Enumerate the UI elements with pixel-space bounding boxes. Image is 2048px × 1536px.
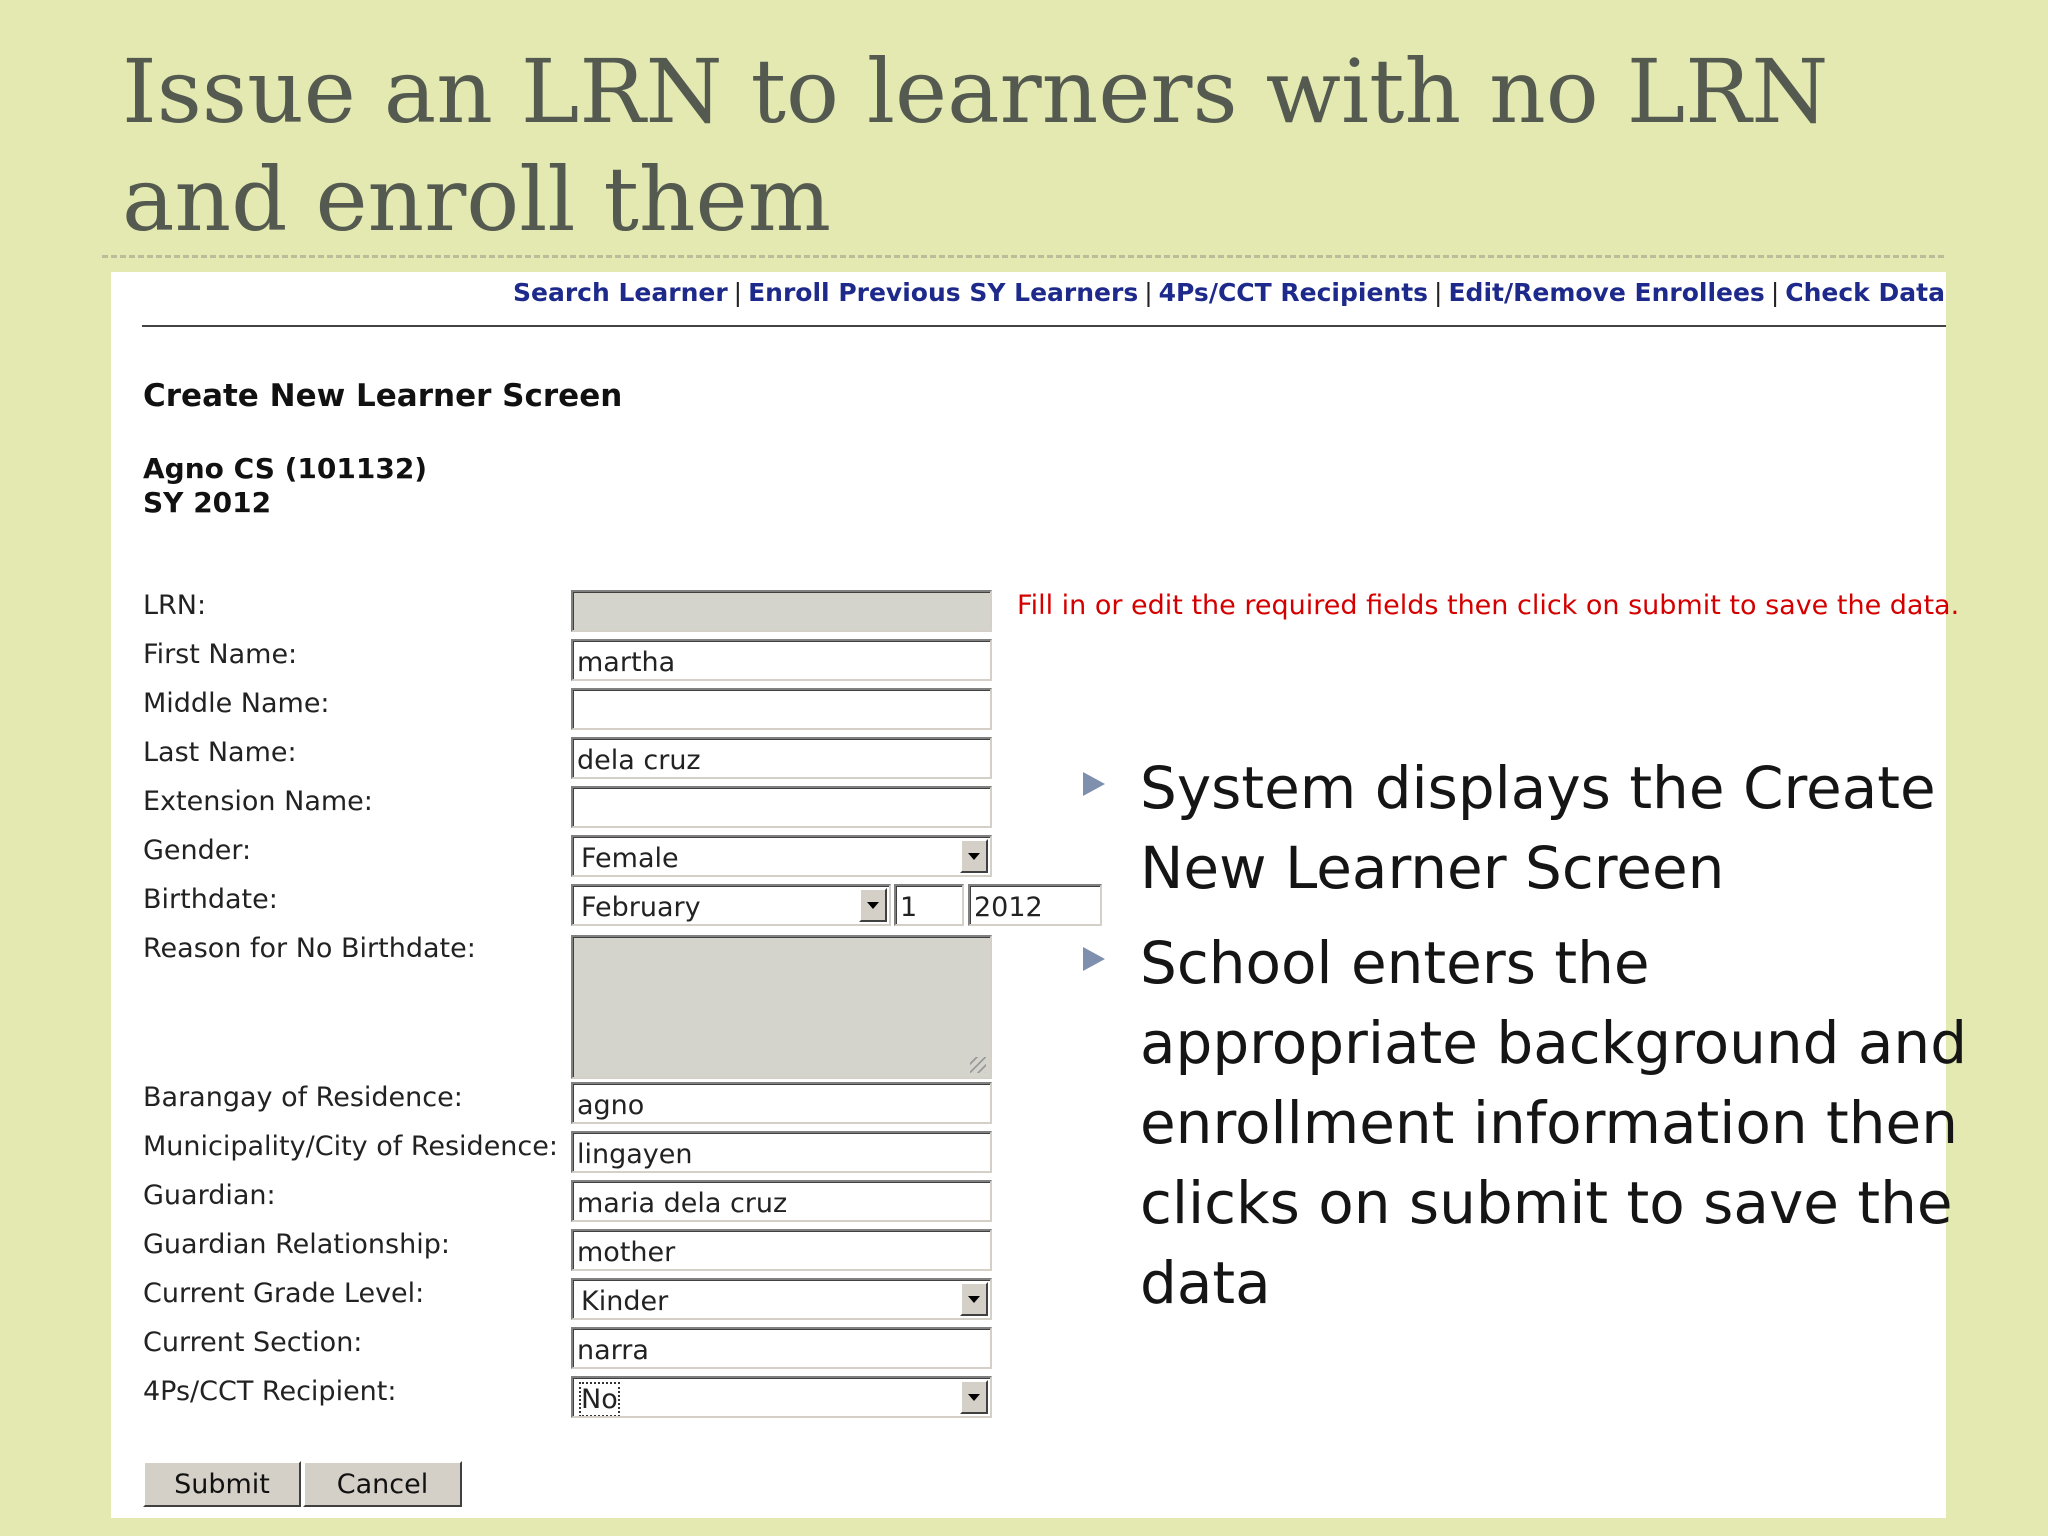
label-barangay: Barangay of Residence: bbox=[143, 1082, 463, 1113]
birth-month-select[interactable] bbox=[571, 884, 891, 926]
guardian-field[interactable]: maria dela cruz bbox=[571, 1180, 992, 1222]
resize-grip-icon[interactable] bbox=[970, 1057, 986, 1073]
label-section: Current Section: bbox=[143, 1327, 363, 1358]
label-reason-no-birthdate: Reason for No Birthdate: bbox=[143, 933, 476, 964]
slide-bullets bbox=[1083, 748, 1983, 1338]
barangay-field[interactable]: agno bbox=[571, 1082, 992, 1124]
extension-name-field[interactable] bbox=[571, 786, 992, 828]
gender-select[interactable] bbox=[571, 835, 992, 877]
label-gender: Gender: bbox=[143, 835, 252, 866]
nav-separator: | bbox=[733, 278, 743, 307]
birth-day-field[interactable]: 1 bbox=[894, 884, 964, 926]
label-extension-name: Extension Name: bbox=[143, 786, 373, 817]
nav-enroll-previous[interactable]: Enroll Previous SY Learners bbox=[748, 278, 1139, 307]
label-last-name: Last Name: bbox=[143, 737, 297, 768]
label-birthdate: Birthdate: bbox=[143, 884, 278, 915]
cct-recipient-value: No bbox=[581, 1384, 618, 1415]
instruction-hint: Fill in or edit the required fields then click on submit to save the data. bbox=[1017, 590, 1960, 621]
triangle-bullet-icon bbox=[1083, 947, 1105, 971]
first-name-field[interactable]: martha bbox=[571, 639, 992, 681]
cct-recipient-select[interactable] bbox=[571, 1376, 992, 1418]
last-name-field[interactable]: dela cruz bbox=[571, 737, 992, 779]
nav-separator: | bbox=[1144, 278, 1153, 307]
cancel-button[interactable]: Cancel bbox=[303, 1461, 462, 1507]
municipality-field[interactable]: lingayen bbox=[571, 1131, 992, 1173]
bullet-text: School enters the appropriate background and enrollment information then clicks on submit to save the data bbox=[1140, 929, 1968, 1317]
bullet-item bbox=[1083, 923, 1983, 1323]
bullet-item bbox=[1083, 748, 1983, 908]
slide-title: Issue an LRN to learners with no LRN and enroll them bbox=[122, 40, 1829, 251]
grade-level-select[interactable] bbox=[571, 1278, 992, 1320]
reason-no-birthdate-textarea[interactable] bbox=[571, 935, 992, 1079]
lrn-field[interactable] bbox=[571, 590, 992, 632]
school-name: Agno CS (101132) bbox=[143, 452, 428, 485]
label-guardian: Guardian: bbox=[143, 1180, 276, 1211]
section-field[interactable]: narra bbox=[571, 1327, 992, 1369]
bullet-text: System displays the Create New Learner Screen bbox=[1140, 754, 1936, 902]
nav-separator: | bbox=[1434, 278, 1443, 307]
label-grade-level: Current Grade Level: bbox=[143, 1278, 425, 1309]
triangle-bullet-icon bbox=[1083, 772, 1105, 796]
label-cct-recipient: 4Ps/CCT Recipient: bbox=[143, 1376, 397, 1407]
nav-search-learner[interactable]: Search Learner bbox=[513, 278, 728, 307]
chevron-down-icon[interactable] bbox=[960, 1282, 988, 1316]
label-guardian-relationship: Guardian Relationship: bbox=[143, 1229, 450, 1260]
submit-button[interactable]: Submit bbox=[143, 1461, 301, 1507]
label-middle-name: Middle Name: bbox=[143, 688, 330, 719]
chevron-down-icon[interactable] bbox=[960, 839, 988, 873]
gender-value: Female bbox=[581, 843, 679, 874]
nav-edit-remove[interactable]: Edit/Remove Enrollees bbox=[1448, 278, 1765, 307]
grade-level-value: Kinder bbox=[581, 1286, 669, 1317]
label-municipality: Municipality/City of Residence: bbox=[143, 1131, 558, 1162]
birth-month-value: February bbox=[581, 892, 701, 923]
chevron-down-icon[interactable] bbox=[859, 888, 887, 922]
school-year: SY 2012 bbox=[143, 486, 272, 519]
middle-name-field[interactable] bbox=[571, 688, 992, 730]
nav-check-data[interactable]: Check Data bbox=[1785, 278, 1945, 307]
nav-divider bbox=[142, 325, 1946, 327]
guardian-relationship-field[interactable]: mother bbox=[571, 1229, 992, 1271]
screen-title: Create New Learner Screen bbox=[143, 378, 623, 414]
chevron-down-icon[interactable] bbox=[960, 1380, 988, 1414]
title-divider bbox=[102, 255, 1944, 258]
birth-year-field[interactable]: 2012 bbox=[968, 884, 1102, 926]
nav-cct-recipients[interactable]: 4Ps/CCT Recipients bbox=[1158, 278, 1429, 307]
nav-separator: | bbox=[1770, 278, 1780, 307]
label-first-name: First Name: bbox=[143, 639, 298, 670]
label-lrn: LRN: bbox=[143, 590, 207, 621]
top-navigation bbox=[111, 278, 1946, 307]
